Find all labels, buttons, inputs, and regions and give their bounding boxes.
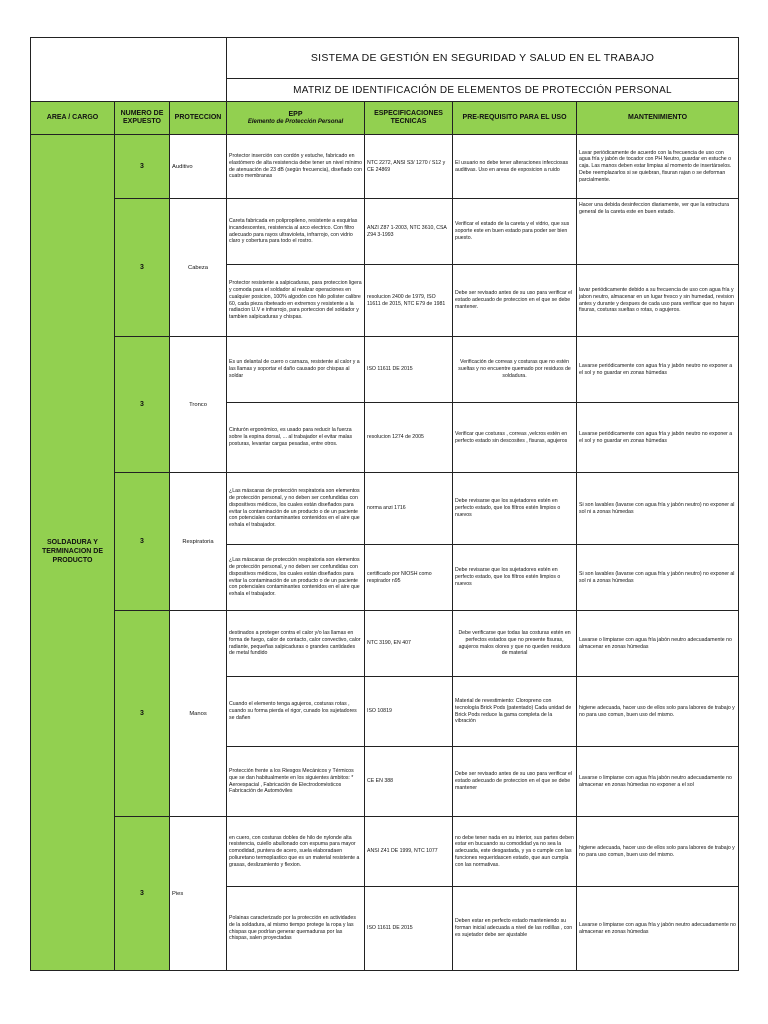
spec-cell: norma anzi 1716 <box>365 473 453 545</box>
epp-description: Protector resistente a salpicaduras, para proteccion ligera y comoda para el soldador al realizar operaciones en cualquier posicion, 100% algodón con hilo polister calibre 60, cada pieza ribeteado en extremos y resistente a la radiacion U.V e infrarrojo, para porteccion del soldador y tambien salpicaduras y chispas. <box>227 265 365 337</box>
table-row <box>31 337 739 403</box>
spec-cell: NTC 3190, EN 407 <box>365 611 453 677</box>
epp-description: Es un delantal de cuero o carnaza, resistente al calor y a las llamas y soportar el daño causado por chispas al soldar <box>227 337 365 403</box>
table-row <box>31 199 739 265</box>
proteccion-type: Pies <box>170 817 227 971</box>
prereq-cell: Debe revisarse que los sujetadores estén en perfecto estado, que los filtros estén limpios o nuevos <box>453 545 577 611</box>
epp-header-title: EPP <box>288 110 303 118</box>
numero-expuesto: 3 <box>115 611 170 817</box>
epp-description: Cinturón ergonómico, es usado para reducir la fuerza sobre la espina dorsal, ... al trabajador el evitar malas posturas, levantar cargas pesadas, entre otros. <box>227 403 365 473</box>
col-epp-header <box>227 102 365 135</box>
epp-description: destinados a proteger contra el calor y/o las llamas en forma de fuego, calor de contacto, calor convectivo, calor radiante, pequeñas salpicaduras o grandes cantidades de metal fundido <box>227 611 365 677</box>
table-row <box>31 473 739 545</box>
matrix-title: MATRIZ DE IDENTIFICACIÓN DE ELEMENTOS DE PROTECCIÓN PERSONAL <box>227 79 739 102</box>
spec-cell: ISO 11611 DE 2015 <box>365 337 453 403</box>
epp-description: Cuando el elemento tenga agujeros, costuras rotas , cuando su forma pierda el rigor, cunado los sujetadores se dañen <box>227 677 365 747</box>
epp-description: Polainas caracterizado por la protección en actividades de la soldadura, al mismo tiempo protege la ropa y las chispas que podrían generar quemaduras por las chispas, salen proyectadas <box>227 887 365 971</box>
epp-description: ¿Las máscaras de protección respiratoria son elementos de protección personal, y no deben ser confundidas con dispositivos médicos, los cuales están diseñados para evitar la contaminación de un producto o de un paciente con potenciales contaminantes contenidos en el aire que exhala el trabajador. <box>227 473 365 545</box>
numero-expuesto: 3 <box>115 817 170 971</box>
mant-cell: Lavarse periódicamente con agua fría y jabón neutro no exponer a el sol y no guardar en zonas húmedas <box>577 403 739 473</box>
prereq-cell: Verificación de correas y costuras que no estén sueltas y no encuentre quemado por residuos de soldadura. <box>453 337 577 403</box>
col-proteccion-header: PROTECCION <box>170 102 227 135</box>
spec-cell: ISO 11611 DE 2015 <box>365 887 453 971</box>
mant-cell: Lavarse o limpiarse con agua fría jabón neutro adecuadamente no almacenar en zonas húmedas <box>577 611 739 677</box>
numero-expuesto: 3 <box>115 199 170 337</box>
mant-cell: higiene adecuada, hacer uso de ellos solo para labores de trabajo y no para uso comun, buen uso del mismo. <box>577 677 739 747</box>
col-especificaciones-header: ESPECIFICACIONES TECNICAS <box>365 102 453 135</box>
epp-description: ¿Las máscaras de protección respiratoria son elementos de protección personal, y no deben ser confundidas con dispositivos médicos, los cuales están diseñados para evitar la contaminación de un producto o de un paciente con potenciales contaminantes contenidos en el aire que exhala el trabajador. <box>227 545 365 611</box>
mant-cell: Lavarse o limpiarse con agua fría y jabón neutro adecuadamente no almacenar en zonas húmedas <box>577 887 739 971</box>
col-area-header: AREA / CARGO <box>31 102 115 135</box>
prereq-cell: Verificar que costuras , correas ,velcros estén en perfecto estado sin descosites , fisuras, agujeros <box>453 403 577 473</box>
mant-cell: Lavarse o limpiarse con agua fría jabón neutro adecuadamente no almacenar en zonas húmedas no exponer a el sol <box>577 747 739 817</box>
epp-description: Protector inserción con cordón y estuche, fabricado en elastómero de alta resistencia debe tener un nivel mínimo de atenuación de 23 dB (según frecuencia), diseñado con cuatro membranas <box>227 135 365 199</box>
spec-cell: resolucion 1274 de 2005 <box>365 403 453 473</box>
mant-cell: Lavarse periódicamente con agua fría y jabón neutro no exponer a el sol y no guardar en zonas húmedas <box>577 337 739 403</box>
spec-cell: CE EN 388 <box>365 747 453 817</box>
mant-cell: Hacer una debida desinfeccion diariamente, ver que la estructura general de la careta este en buen estado. <box>577 199 739 265</box>
spec-cell: ANSI Z41 DE 1999, NTC 1077 <box>365 817 453 887</box>
proteccion-type: Tronco <box>170 337 227 473</box>
epp-description: Careta fabricada en polipropileno, resistente a esquirlas incandescentes, resistencia al arco electrico. Con filtro adecuado para rayos ultravioleta, infrarrojo, con vidrio claro y cobertura para todo el rostro. <box>227 199 365 265</box>
logo-area <box>31 38 227 102</box>
spec-cell: NTC 2272, ANSI S3/ 1270 / S12 y CE 24869 <box>365 135 453 199</box>
spec-cell: resolucion 2400 de 1979, ISO 11611 de 2015, NTC E79 de 1981 <box>365 265 453 337</box>
epp-header-subtitle: Elemento de Protección Personal <box>247 118 344 125</box>
numero-expuesto: 3 <box>115 135 170 199</box>
col-numero-header: NUMERO DE EXPUESTO <box>115 102 170 135</box>
prereq-cell: Debe ser revisado antes de su uso para verificar el estado adecuado de proteccion en el que se debe mantener <box>453 747 577 817</box>
area-cargo-cell: SOLDADURA Y TERMINACION DE PRODUCTO <box>31 135 115 971</box>
mant-cell: lavar periódicamente debido a su frecuencia de uso con agua fría y jabon neutro, almacenar en un lugar fresco y sin humedad, revision antes y durante y despues de cada uso para verificar que no hayan fisuras, costuras sueltas o rotas, o agujeros. <box>577 265 739 337</box>
spec-cell: ISO 10819 <box>365 677 453 747</box>
column-header-row <box>31 102 739 135</box>
prereq-cell: no debe tener nada en su interior, sus partes deben estar en bucuando su comodidad ya no sea la adecuada, este desgastada, y ya o cumple con las funciones requeridascen estado, que aun cumpla con las normativas. <box>453 817 577 887</box>
proteccion-type: Auditivo <box>170 135 227 199</box>
numero-expuesto: 3 <box>115 473 170 611</box>
mant-cell: Si son lavables (lavarse con agua fría y jabón neutro) no exponer al sol ni a zonas húmedas <box>577 473 739 545</box>
mant-cell: higiene adecuada, hacer uso de ellos solo para labores de trabajo y no para uso comun, buen uso del mismo. <box>577 817 739 887</box>
mant-cell: Lavar periódicamente de acuerdo con la frecuencia de uso con agua fría y jabón de tocador con PH Neutro, guardar en estuche o caja. Las manos deben estar limpias al momento de insertárselos. Debe reemplazarlos si se quiebran, fisuran rajan o se deforman parcialmente. <box>577 135 739 199</box>
prereq-cell: El usuario no debe tener alteraciones infecciosas auditivas. Uso en areas de exposicion a ruido <box>453 135 577 199</box>
numero-expuesto: 3 <box>115 337 170 473</box>
proteccion-type: Manos <box>170 611 227 817</box>
proteccion-type: Cabeza <box>170 199 227 337</box>
spec-cell: ANZI Z87 1-2003, NTC 3610, CSA Z94 3-1993 <box>365 199 453 265</box>
epp-description: Protección frente a los Riesgos Mecánicos y Térmicos que se dan habitualmente en los siguientes ámbitos: * Aeroespacial , Fabricación de Electrodomésticos Fabricación de Automóviles <box>227 747 365 817</box>
epp-description: en cuero, con costuras dobles de hilo de nylonde alta resistencia, cuiello abullonado con espuma para mayor comodidad, puntera de acero, suela elaboradaen poliuretano termoplastico que es un material resistente a grasas, deslizamiento y flexion. <box>227 817 365 887</box>
col-mantenimiento-header: MANTENIMIENTO <box>577 102 739 135</box>
col-prerequisito-header: PRE-REQUISITO PARA EL USO <box>453 102 577 135</box>
prereq-cell: Material de revestimiento: Cloropreno con tecnología Brick Pods (patentado) Cada unidad de Brick Pods reduce la gama completa de la vibración <box>453 677 577 747</box>
mant-cell: Si son lavables (lavarse con agua fría y jabón neutro) no exponer al sol ni a zonas húmedas <box>577 545 739 611</box>
prereq-cell: Deben estar en perfecto estado manteniendo su forman inicial adecuada a nivel de las rodillas , con es sujetador debe ser ajustable <box>453 887 577 971</box>
prereq-cell: Debe revisarse que los sujetadores estén en perfecto estado, que los filtros estén limpios o nuevos <box>453 473 577 545</box>
prereq-cell: Debe ser revisado antes de su uso para verificar el estado adecuado de proteccion en el que se debe mantener. <box>453 265 577 337</box>
table-row <box>31 135 739 199</box>
table-row <box>31 611 739 677</box>
prereq-cell: Debe verificarse que todas las costuras estén en perfectos estados que no presente fisuras, agujeros malos olores y que no queden residuos de material <box>453 611 577 677</box>
table-row <box>31 817 739 887</box>
spec-cell: certificado por NIOSH como respirador n95 <box>365 545 453 611</box>
system-title: SISTEMA DE GESTIÓN EN SEGURIDAD Y SALUD EN EL TRABAJO <box>227 38 739 79</box>
prereq-cell: Verificar el estado de la careta y el vidrio, que sus soporte este en buen estado para poder ser bien puesto. <box>453 199 577 265</box>
proteccion-type: Respiratoria <box>170 473 227 611</box>
epp-matrix-sheet <box>30 37 738 983</box>
epp-matrix-table <box>30 37 739 971</box>
